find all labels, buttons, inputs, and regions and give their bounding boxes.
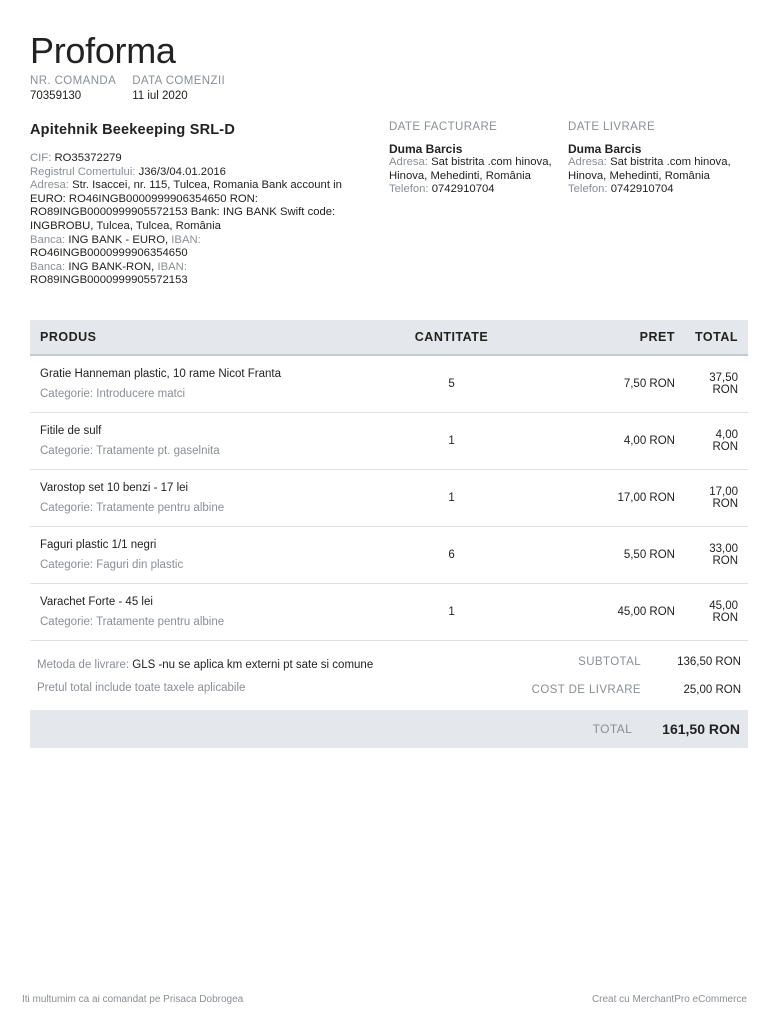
iban2-value: RO89INGB0000999905572153: [30, 274, 188, 287]
category-label: Categorie:: [40, 388, 94, 400]
bank2-value: ING BANK-RON,: [68, 260, 155, 273]
category-label: Categorie:: [40, 616, 94, 628]
total-cell: 37,50 RON: [685, 355, 748, 413]
iban1-label: IBAN:: [171, 233, 201, 246]
total-cell: 17,00 RON: [685, 470, 748, 527]
category-value: Tratamente pt. gaselnita: [96, 445, 220, 457]
billing-phone-label: Telefon:: [389, 183, 429, 196]
registry-value: J36/3/04.01.2016: [138, 165, 226, 178]
shipping-cost-row: [501, 684, 741, 696]
price-cell: 5,50 RON: [526, 527, 685, 584]
delivery-method-value: GLS -nu se aplica km externi pt sate si comune: [132, 659, 374, 671]
subtotal-label: SUBTOTAL: [578, 656, 641, 668]
total-cell: 4,00 RON: [685, 413, 748, 470]
product-cell: [30, 584, 377, 641]
subtotal-value: 136,50 RON: [677, 656, 741, 668]
quantity-cell: 5: [377, 355, 526, 413]
category-label: Categorie:: [40, 445, 94, 457]
shipping-address: Sat bistrita .com hinova, Hinova, Mehedinti, România: [568, 156, 731, 182]
product-category: [40, 502, 367, 514]
product-name: Fitile de sulf: [40, 425, 102, 437]
shipping-cost-value: 25,00 RON: [683, 684, 741, 696]
billing-phone: 0742910704: [431, 183, 495, 196]
table-row: [30, 413, 748, 470]
billing-address-label: Adresa:: [389, 156, 428, 169]
header-quantity: CANTITATE: [377, 320, 526, 355]
table-row: [30, 470, 748, 527]
order-number-block: [30, 75, 116, 102]
product-name: Varachet Forte - 45 lei: [40, 596, 153, 608]
table-row: [30, 527, 748, 584]
seller-address: Str. Isaccei, nr. 115, Tulcea, Romania Bank account in EURO: RO46INGB0000999906354650 RON: RO89INGB0000999905572153 Bank: ING BANK Swift code: INGBROBU, Tulcea, Tulcea, România: [30, 179, 342, 232]
product-cell: [30, 413, 377, 470]
price-cell: 17,00 RON: [526, 470, 685, 527]
quantity-cell: 1: [377, 584, 526, 641]
iban1-value: RO46INGB0000999906354650: [30, 247, 188, 260]
bank2-label: Banca:: [30, 260, 66, 273]
header-total: TOTAL: [685, 320, 748, 355]
product-category: [40, 445, 367, 457]
header-price: PRET: [526, 320, 685, 355]
product-name: Varostop set 10 benzi - 17 lei: [40, 482, 189, 494]
grand-total-value: 161,50 RON: [662, 721, 740, 737]
order-number-label: NR. COMANDA: [30, 75, 117, 87]
shipping-title: DATE LIVRARE: [568, 121, 656, 133]
registry-label: Registrul Comertului:: [30, 165, 136, 178]
billing-address: Sat bistrita .com hinova, Hinova, Mehedinti, România: [389, 156, 552, 182]
footer-thanks: Iti multumim ca ai comandat pe Prisaca Dobrogea: [22, 994, 244, 1005]
shipping-name: Duma Barcis: [568, 141, 642, 156]
product-cell: [30, 527, 377, 584]
seller-details: [30, 152, 375, 288]
tax-note: Pretul total include toate taxele aplicabile: [37, 682, 246, 694]
seller-name: Apitehnik Beekeeping SRL-D: [30, 122, 236, 138]
product-name: Gratie Hanneman plastic, 10 rame Nicot Franta: [40, 368, 281, 380]
category-value: Tratamente pentru albine: [96, 502, 225, 514]
category-label: Categorie:: [40, 559, 94, 571]
page-title: Proforma: [30, 30, 176, 71]
billing-block: [389, 121, 559, 197]
footer-credit: Creat cu MerchantPro eCommerce: [591, 994, 747, 1005]
table-row: [30, 584, 748, 641]
category-value: Tratamente pentru albine: [96, 616, 225, 628]
billing-name: Duma Barcis: [389, 141, 463, 156]
page-footer: [22, 994, 747, 1005]
quantity-cell: 6: [377, 527, 526, 584]
order-summary: [30, 650, 748, 710]
order-number: 70359130: [30, 90, 82, 102]
billing-title: DATE FACTURARE: [389, 121, 498, 133]
subtotal-row: [501, 656, 741, 668]
order-date: 11 iul 2020: [132, 90, 188, 102]
product-category: [40, 616, 367, 628]
product-cell: [30, 470, 377, 527]
shipping-cost-label: COST DE LIVRARE: [531, 684, 641, 696]
delivery-method-label: Metoda de livrare:: [37, 659, 130, 671]
header-product: PRODUS: [30, 320, 377, 355]
shipping-phone-label: Telefon:: [568, 183, 608, 196]
product-category: [40, 559, 367, 571]
delivery-method: [37, 659, 373, 671]
quantity-cell: 1: [377, 413, 526, 470]
shipping-phone: 0742910704: [610, 183, 674, 196]
bank1-label: Banca:: [30, 233, 66, 246]
order-date-block: [132, 75, 225, 102]
table-row: [30, 355, 748, 413]
category-label: Categorie:: [40, 502, 94, 514]
product-cell: [30, 355, 377, 413]
product-category: [40, 388, 367, 400]
category-value: Faguri din plastic: [96, 559, 184, 571]
quantity-cell: 1: [377, 470, 526, 527]
seller-address-label: Adresa:: [30, 179, 69, 192]
shipping-block: [568, 121, 738, 197]
grand-total-bar: [30, 710, 748, 748]
price-cell: 7,50 RON: [526, 355, 685, 413]
total-cell: 33,00 RON: [685, 527, 748, 584]
table-header-row: [30, 320, 748, 355]
price-cell: 45,00 RON: [526, 584, 685, 641]
price-cell: 4,00 RON: [526, 413, 685, 470]
products-table: [30, 320, 748, 641]
cif-label: CIF:: [30, 152, 52, 164]
product-name: Faguri plastic 1/1 negri: [40, 539, 157, 551]
seller-block: [30, 122, 375, 288]
total-cell: 45,00 RON: [685, 584, 748, 641]
cif-value: RO35372279: [54, 152, 122, 164]
shipping-address-label: Adresa:: [568, 156, 607, 169]
order-meta: [30, 75, 225, 102]
category-value: Introducere matci: [96, 388, 186, 400]
grand-total-label: TOTAL: [592, 722, 633, 736]
bank1-value: ING BANK - EURO,: [68, 233, 169, 246]
order-date-label: DATA COMENZII: [132, 75, 226, 87]
iban2-label: IBAN:: [157, 260, 187, 273]
